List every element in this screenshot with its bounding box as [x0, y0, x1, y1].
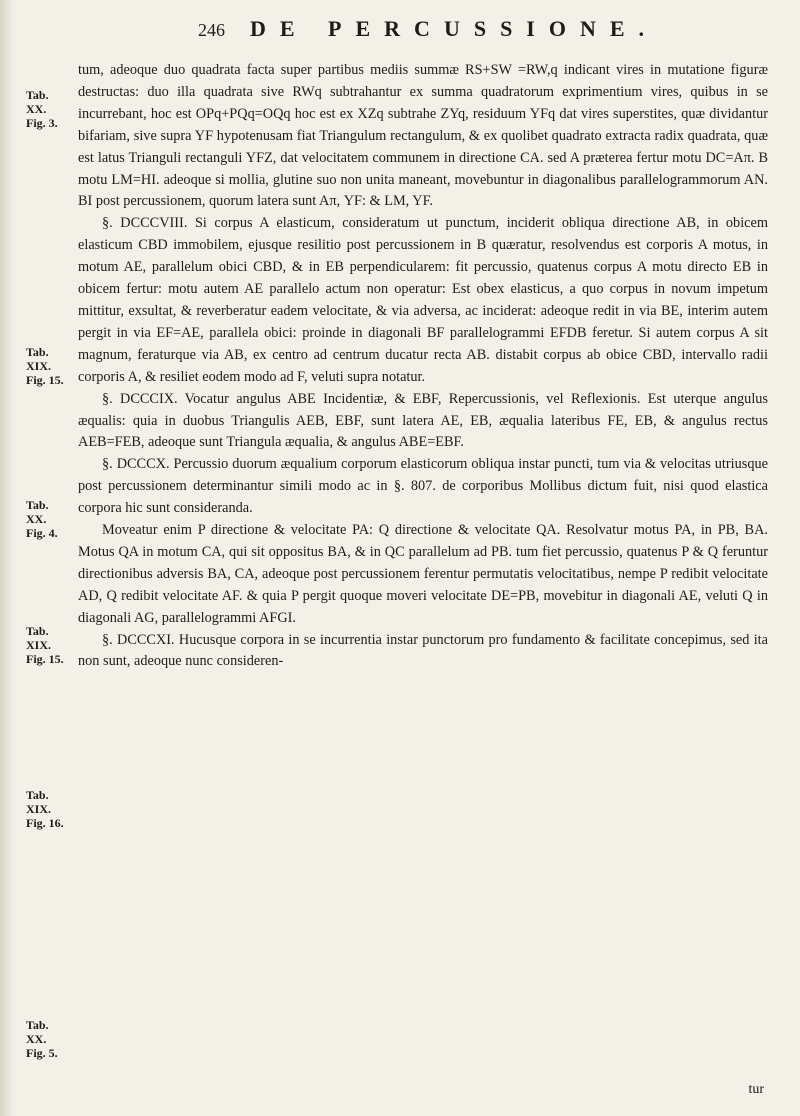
margin-note-tab-xix-fig-15b: Tab. XIX. Fig. 15.: [26, 624, 64, 666]
margin-note-tab-xix-fig-16: Tab. XIX. Fig. 16.: [26, 788, 64, 830]
paragraph-810: §. DCCCX. Percussio duorum æqualium corporum elasticorum obliqua instar puncti, tum via & velocitas utriusque post percussionem determinantur simili modo ac in §. 807. de corporibus Mollibus dictum fuit, nisi quod elastica corpora hic sunt consideranda.: [78, 456, 768, 517]
paragraph-809: §. DCCCIX. Vocatur angulus ABE Incidentiæ, & EBF, Repercussionis, vel Reflexionis. Est uterque angulus æqualis: quia in duobus Triangulis AEB, EBF, sunt latera AE, EB, æqualia lateribus FE, EB, & angulus rectus AEB=FEB, adeoque sunt Triangula æqualia, & angulus ABE=EBF.: [78, 390, 768, 451]
paragraph-continuation: tum, adeoque duo quadrata facta super partibus mediis summæ RS+SW =RW,q indicant vires in mutatione figuræ destructas: duo illa quadrata sive RWq subtrahantur ex summa quadratorum exprimentium vires, quibus in se incurrebant, hoc est OPq+PQq=OQq hoc est ex XZq subtrahe ZYq, residuum YFq dat vires superstites, quæ dividantur bifariam, sive supra YF hypotenusam fiat Triangulum rectangulum, & ex quolibet quadrato extracta radix quadrata, quæ est latus Trianguli rectanguli YFZ, dat velocitatem communem in directione CA. sed A præterea fertur motu DC=Aπ. B motu LM=HI. adeoque si mollia, glutine suo non unita maneant, movebuntur in diagonalibus parallelogrammorum AN. BI post percussionem, quorum latera sunt Aπ, YF: & LM, YF.: [78, 62, 768, 210]
page-number: 246: [198, 20, 225, 40]
margin-note-tab-xx-fig-5: Tab. XX. Fig. 5.: [26, 1018, 58, 1060]
paragraph-808: §. DCCCVIII. Si corpus A elasticum, consideratum ut punctum, inciderit obliqua directione AB, in obicem elasticum CBD immobilem, ejusque resilitio post percussionem in B quæratur, resolvendus est corporis A motus, in motum AE, parallelum obici CBD, & in EB perpendicularem: fit percussio, quatenus corpus A motu directo EB in obicem fertur: motu autem AE parallelo actum non operatur: Est obex elasticus, a quo corpus in novum impetum mittitur, exsultat, & reverberatur eadem velocitate, & via adversa, ac inciderat: adeoque redit in via BE, interim autem pergit in via EF=AE, parallela obici: proinde in diagonali BF parallelogrammi EFDB feretur. Si autem corpus A sit magnum, feraturque via AB, ex centro ad centrum ducatur recta AB. distabit corpus ab obice CBD, intervallo radii corporis A, & resiliet eodem modo ad F, veluti supra notatur.: [78, 215, 768, 385]
margin-note-tab-xx-fig-4: Tab. XX. Fig. 4.: [26, 498, 58, 540]
paragraph-811: §. DCCCXI. Hucusque corpora in se incurrentia instar punctorum pro fundamento & facilitate concepimus, sed ita non sunt, adeoque nunc consideren-: [78, 631, 768, 670]
running-title: DE PERCUSSIONE.: [250, 16, 659, 41]
margin-note-tab-xx-fig-3: Tab. XX. Fig. 3.: [26, 88, 58, 130]
body-text: [78, 60, 768, 673]
margin-note-tab-xix-fig-15: Tab. XIX. Fig. 15.: [26, 345, 64, 387]
page-header: [180, 14, 740, 54]
paragraph-810-continued: Moveatur enim P directione & velocitate PA: Q directione & velocitate QA. Resolvatur motus PA, in PB, BA. Motus QA in motum CA, qui sit oppositus BA, & in QC parallelum ad PB. tum fiet percussio, quatenus P & Q feruntur directionibus adversis BA, CA, adeoque post percussionem ferentur permutatis velocitatibus, nempe P redibit velocitate AD, Q redibit velocitate AF. & quia P pergit quoque moveri velocitate DE=PB, movebitur in diagonali AE, veluti Q in diagonali AG, parallelogrammi AFGI.: [78, 522, 768, 626]
catchword: tur: [748, 1082, 764, 1097]
margin-notes: [0, 0, 74, 1116]
